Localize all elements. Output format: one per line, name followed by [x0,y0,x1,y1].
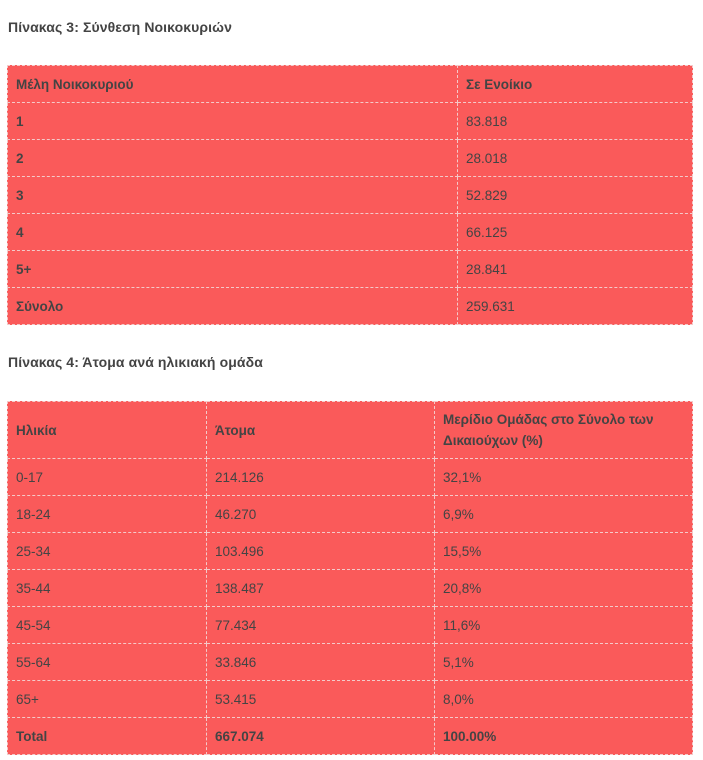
column-header-renting: Σε Ενοίκιο [458,66,693,103]
household-composition-table [7,65,693,325]
total-value-cell: 259.631 [458,288,693,325]
age-cell: 18-24 [8,496,207,533]
share-cell: 20,8% [435,570,693,607]
table-row [8,177,693,214]
table-row [8,607,693,644]
household-members-cell: 3 [8,177,458,214]
column-header-age: Ηλικία [8,402,207,459]
table3-caption: Πίνακας 3: Σύνθεση Νοικοκυριών [8,19,232,35]
total-label-cell: Total [8,718,207,755]
table4-caption: Πίνακας 4: Άτομα ανά ηλικιακή ομάδα [8,354,263,370]
age-cell: 45-54 [8,607,207,644]
persons-cell: 103.496 [207,533,435,570]
renting-count-cell: 28.018 [458,140,693,177]
age-cell: 55-64 [8,644,207,681]
total-share-cell: 100.00% [435,718,693,755]
column-header-persons: Άτομα [207,402,435,459]
renting-count-cell: 83.818 [458,103,693,140]
age-group-table [7,401,693,755]
age-cell: 25-34 [8,533,207,570]
share-cell: 8,0% [435,681,693,718]
renting-count-cell: 66.125 [458,214,693,251]
renting-count-cell: 52.829 [458,177,693,214]
share-cell: 11,6% [435,607,693,644]
persons-cell: 46.270 [207,496,435,533]
table-row [8,459,693,496]
total-persons-cell: 667.074 [207,718,435,755]
total-label-cell: Σύνολο [8,288,458,325]
column-header-share: Μερίδιο Ομάδας στο Σύνολο των Δικαιούχων (%) [435,402,693,459]
table-header-row [8,402,693,459]
renting-count-cell: 28.841 [458,251,693,288]
table-total-row [8,288,693,325]
household-members-cell: 4 [8,214,458,251]
household-members-cell: 1 [8,103,458,140]
persons-cell: 53.415 [207,681,435,718]
persons-cell: 33.846 [207,644,435,681]
share-cell: 15,5% [435,533,693,570]
table-header-row [8,66,693,103]
table-row [8,681,693,718]
age-cell: 65+ [8,681,207,718]
age-cell: 35-44 [8,570,207,607]
share-cell: 6,9% [435,496,693,533]
persons-cell: 214.126 [207,459,435,496]
table-row [8,251,693,288]
table-row [8,570,693,607]
table-row [8,644,693,681]
table-row [8,533,693,570]
household-members-cell: 2 [8,140,458,177]
persons-cell: 138.487 [207,570,435,607]
column-header-household-members: Μέλη Νοικοκυριού [8,66,458,103]
household-members-cell: 5+ [8,251,458,288]
table-total-row [8,718,693,755]
table-row [8,214,693,251]
share-cell: 5,1% [435,644,693,681]
table-row [8,496,693,533]
table-row [8,103,693,140]
table-row [8,140,693,177]
age-cell: 0-17 [8,459,207,496]
share-cell: 32,1% [435,459,693,496]
persons-cell: 77.434 [207,607,435,644]
